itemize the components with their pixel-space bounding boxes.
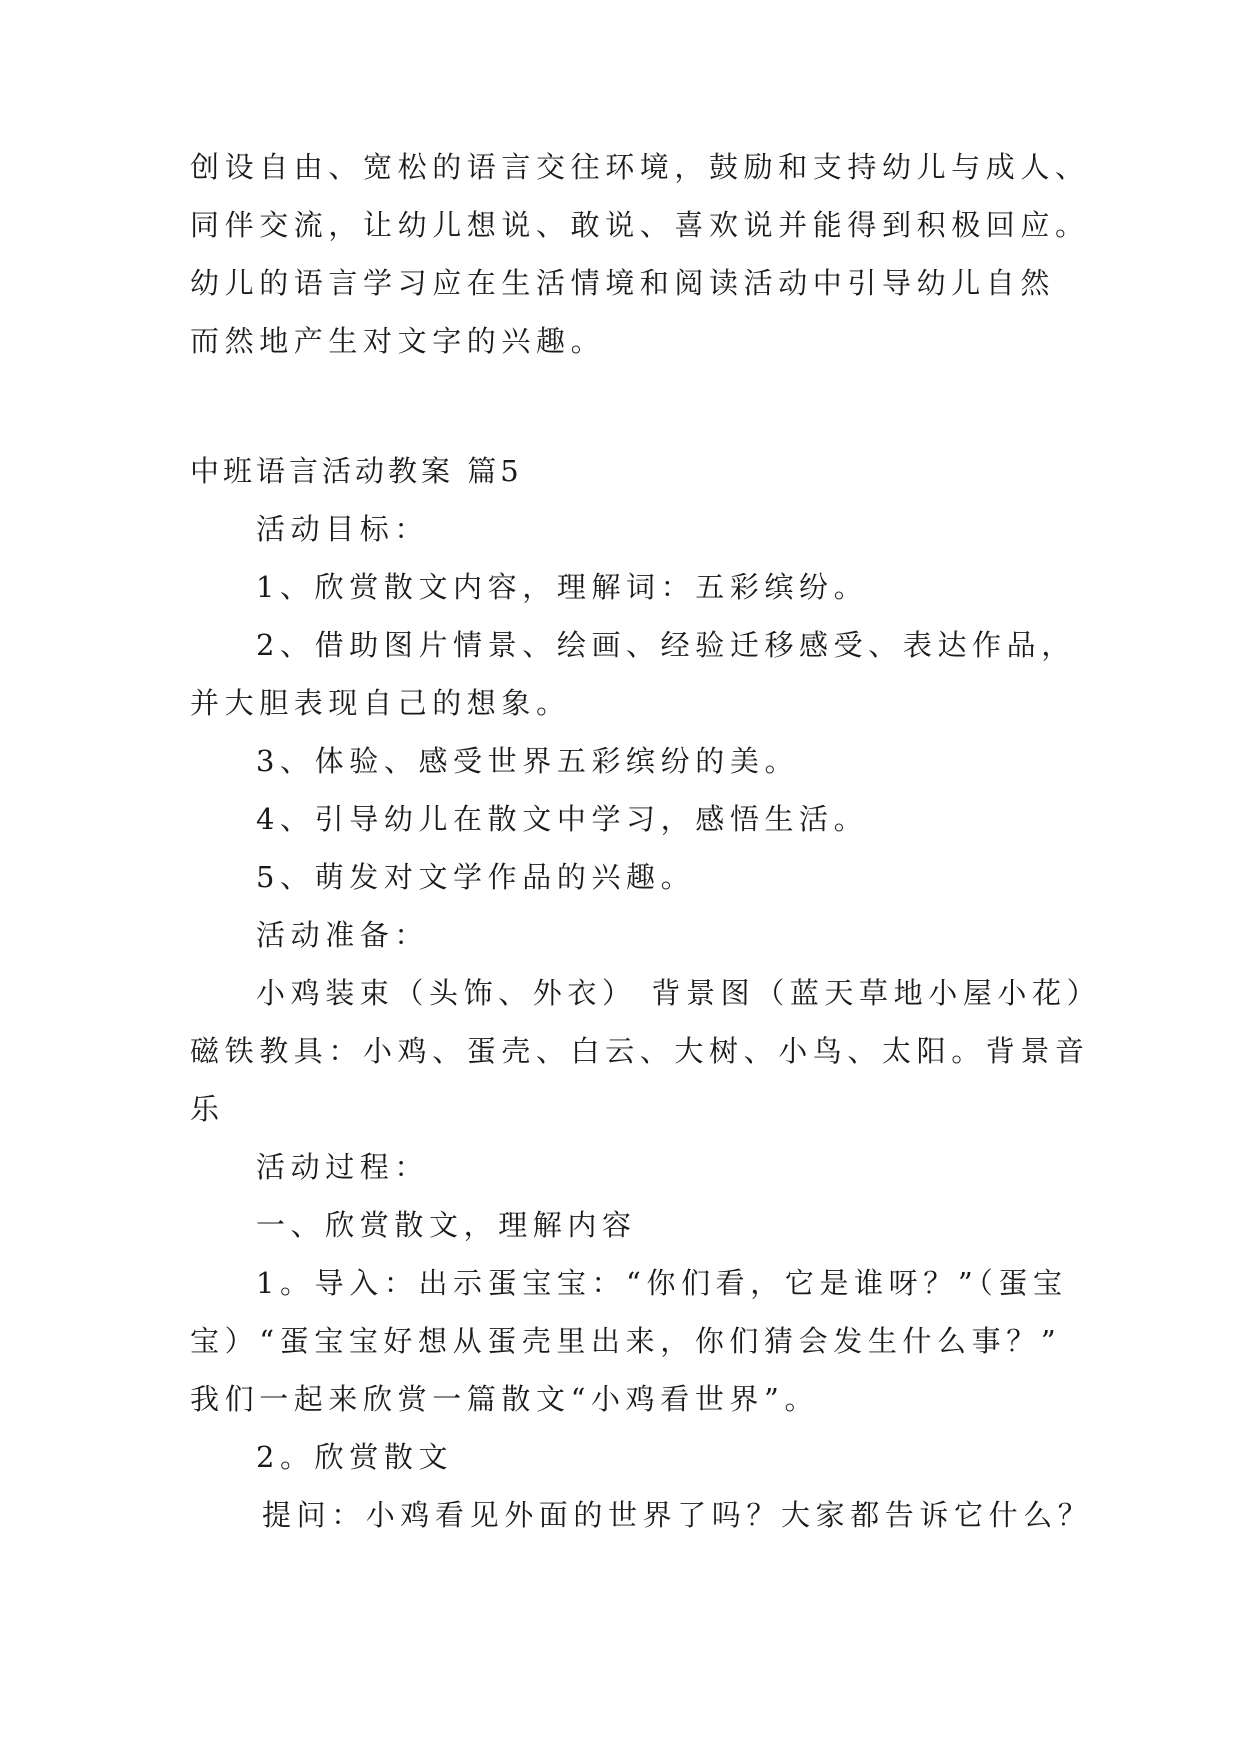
prep-heading: 活动准备： (256, 918, 430, 952)
goal-item-5: 5、萌发对文学作品的兴趣。 (256, 860, 696, 894)
section-title: 中班语言活动教案 篇5 (190, 454, 523, 488)
intro-line-1: 创设自由、宽松的语言交往环境，鼓励和支持幼儿与成人、 (190, 150, 1090, 184)
intro-line-3: 幼儿的语言学习应在生活情境和阅读活动中引导幼儿自然 (190, 266, 1056, 300)
prep-line-3: 乐 (190, 1092, 225, 1126)
process-step-1-line-3: 我们一起来欣赏一篇散文“小鸡看世界”。 (190, 1382, 820, 1416)
goal-item-4: 4、引导幼儿在散文中学习，感悟生活。 (256, 802, 869, 836)
goal-item-2: 2、借助图片情景、绘画、经验迁移感受、表达作品， (256, 628, 1076, 662)
process-step-1: 1。导入：出示蛋宝宝：“你们看，它是谁呀？”（蛋宝 (256, 1266, 1068, 1300)
process-step-2: 2。欣赏散文 (256, 1440, 454, 1474)
goal-item-1: 1、欣赏散文内容，理解词：五彩缤纷。 (256, 570, 869, 604)
prep-line-1: 小鸡装束（头饰、外衣） 背景图（蓝天草地小屋小花） (256, 976, 1102, 1010)
prep-line-2: 磁铁教具：小鸡、蛋壳、白云、大树、小鸟、太阳。背景音 (190, 1034, 1090, 1068)
process-heading: 活动过程： (256, 1150, 430, 1184)
process-question: 提问：小鸡看见外面的世界了吗？大家都告诉它什么？ (262, 1498, 1093, 1532)
goals-heading: 活动目标： (256, 512, 430, 546)
goal-item-3: 3、体验、感受世界五彩缤纷的美。 (256, 744, 800, 778)
goal-item-2-continued: 并大胆表现自己的想象。 (190, 686, 571, 720)
intro-line-2: 同伴交流，让幼儿想说、敢说、喜欢说并能得到积极回应。 (190, 208, 1090, 242)
process-step-1-line-2: 宝）“蛋宝宝好想从蛋壳里出来，你们猜会发生什么事？” (190, 1324, 1062, 1358)
process-part-1: 一、欣赏散文，理解内容 (256, 1208, 637, 1242)
intro-line-4: 而然地产生对文字的兴趣。 (190, 324, 606, 358)
